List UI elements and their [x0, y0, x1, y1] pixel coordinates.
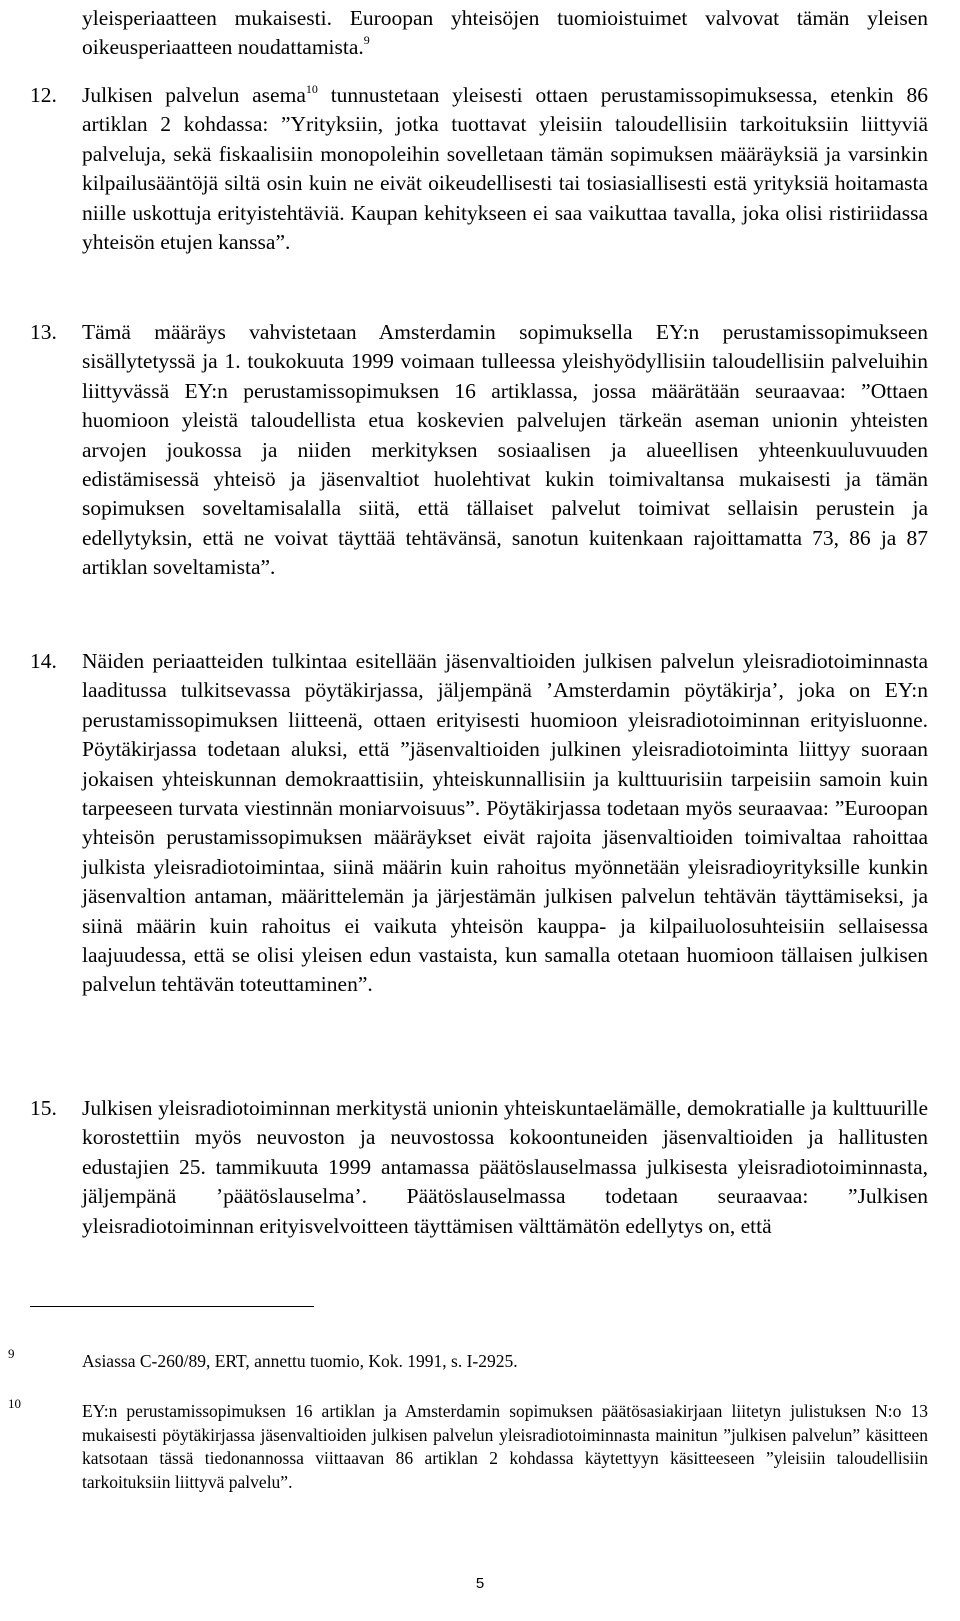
- paragraph-14: Näiden periaatteiden tulkintaa esitellään jäsenvaltioiden julkisen palvelun yleisradiotoiminnasta laaditussa tulkitsevassa pöytäkirjassa, jäljempänä ’Amsterdamin pöytäkirja’, joka on EY:n perustamissopimuksen liitteenä, ottaen erityisesti huomioon yleisradiotoiminnan erityisluonne. Pöytäkirjassa todetaan aluksi, että ”jäsenvaltioiden julkinen yleisradiotoiminta liittyy suoraan jokaisen yhteiskunnan demokraattisiin, yhteiskunnallisiin ja kulttuurisiin tarpeisiin samoin kuin tarpeeseen turvata viestinnän moniarvoisuus”. Pöytäkirjassa todetaan myös seuraavaa: ”Euroopan yhteisön perustamissopimuksen määräykset eivät rajoita jäsenvaltioiden toimivaltaa rahoittaa julkista yleisradiotoimintaa, siinä määrin kuin rahoitus myönnetään yleisradioyrityksille kunkin jäsenvaltion antaman, määrittelemän ja järjestämän julkisen palvelun tehtävän täyttämiseksi, ja siinä määrin kuin rahoitus ei vaikuta yhteisön kauppa- ja kilpailuolosuhteisiin sellaisessa laajuudessa, että se olisi yleisen edun vastaista, kun samalla otetaan huomioon tällaisen julkisen palvelun tehtävän toteuttaminen”.: [82, 649, 928, 997]
- paragraph-number-12: 12.: [30, 83, 57, 107]
- paragraph-number-15: 15.: [30, 1096, 57, 1120]
- footnote-number-10: 10: [8, 1396, 21, 1411]
- paragraph-12: [82, 81, 928, 257]
- continuation-paragraph: [82, 4, 928, 61]
- paragraph-number-14: 14.: [30, 649, 57, 673]
- footnote-number-9: 9: [8, 1346, 15, 1361]
- paragraph-12-text-start: Julkisen palvelun asema: [82, 83, 306, 107]
- paragraph-13: Tämä määräys vahvistetaan Amsterdamin sopimuksella EY:n perustamissopimukseen sisällytetyssä ja 1. toukokuuta 1999 voimaan tulleessa yleishyödyllisiin taloudellisiin palveluihin liittyvässä EY:n perustamissopimuksen 16 artiklassa, jossa määrätään seuraavaa: ”Ottaen huomioon yleistä taloudellista etua koskevien palvelujen tärkeän aseman unionin yhteisten arvojen joukossa ja niiden merkityksen sosiaalisen ja alueellisen yhteenkuuluvuuden edistämisessä yhteisö ja jäsenvaltiot huolehtivat kukin toimivaltansa mukaisesti ja tämän sopimuksen soveltamisalalla siitä, että tällaiset palvelut toimivat sellaisin perustein ja edellytyksin, että ne voivat täyttää tehtävänsä, sanotun kuitenkaan rajoittamatta 73, 86 ja 87 artiklan soveltamista”.: [82, 320, 928, 580]
- footnote-9: Asiassa C-260/89, ERT, annettu tuomio, Kok. 1991, s. I-2925.: [82, 1351, 518, 1371]
- page-number: 5: [475, 1575, 485, 1592]
- footnote-10: EY:n perustamissopimuksen 16 artiklan ja Amsterdamin sopimuksen päätösasiakirjaan liitetyn julistuksen N:o 13 mukaisesti pöytäkirjassa jäsenvaltioiden julkisen palvelun yleisradiotoiminnasta mainitun ”julkisen palvelun” käsitteen katsotaan tässä tiedonannossa viittaavan 86 artiklan 2 kohdassa käytettyyn käsitteeseen ”yleisiin taloudellisiin tarkoituksiin liittyvä palvelu”.: [82, 1401, 928, 1492]
- footnote-separator: [30, 1306, 314, 1307]
- footnote-ref-10[interactable]: 10: [305, 81, 318, 96]
- continuation-text: yleisperiaatteen mukaisesti. Euroopan yhteisöjen tuomioistuimet valvovat tämän yleisen oikeusperiaatteen noudattamista.: [82, 6, 928, 59]
- footnote-ref-9[interactable]: 9: [363, 33, 370, 48]
- paragraph-12-text-end: tunnustetaan yleisesti ottaen perustamissopimuksessa, etenkin 86 artiklan 2 kohdassa: ”Yrityksiin, jotka tuottavat yleisiin taloudellisiin tarkoituksiin liittyviä palveluja, sekä fiskaalisiin monopoleihin sovelletaan tämän sopimuksen määräyksiä ja varsinkin kilpailusääntöjä siltä osin kuin ne eivät oikeudellisesti tai tosiasiallisesti estä yrityksiä hoitamasta niille uskottuja erityistehtäviä. Kaupan kehitykseen ei saa vaikuttaa tavalla, joka olisi ristiriidassa yhteisön etujen kanssa”.: [82, 83, 929, 255]
- paragraph-number-13: 13.: [30, 320, 57, 344]
- paragraph-15: Julkisen yleisradiotoiminnan merkitystä unionin yhteiskuntaelämälle, demokratialle ja kulttuurille korostettiin myös neuvoston ja neuvostossa kokoontuneiden jäsenvaltioiden ja hallitusten edustajien 25. tammikuuta 1999 antamassa päätöslauselmassa julkisesta yleisradiotoiminnasta, jäljempänä ’päätöslauselma’. Päätöslauselmassa todetaan seuraavaa: ”Julkisen yleisradiotoiminnan erityisvelvoitteen täyttämisen välttämätön edellytys on, että: [82, 1096, 928, 1238]
